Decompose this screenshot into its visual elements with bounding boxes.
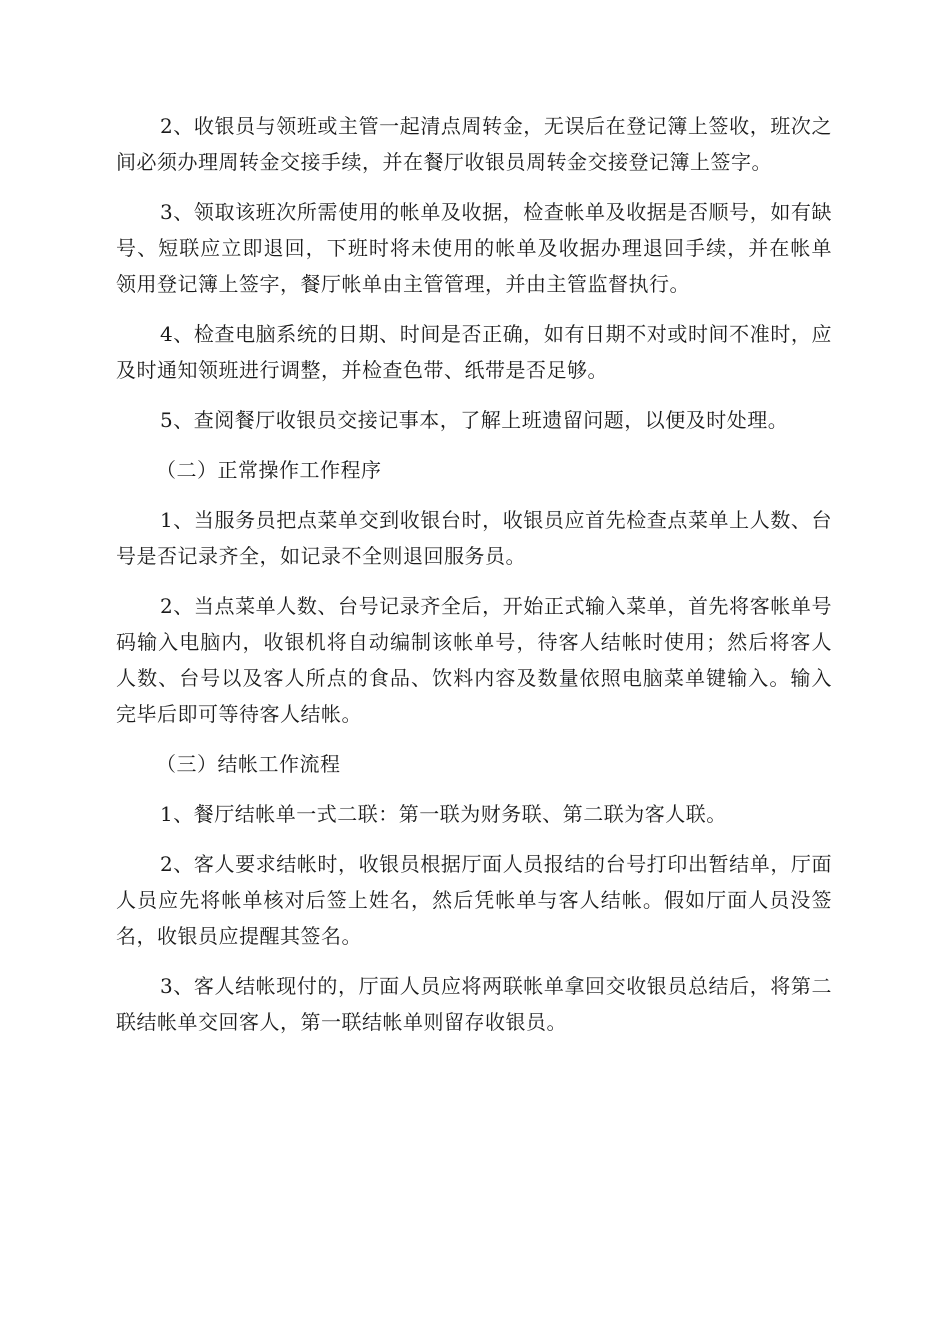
section-heading-normal-operation: （二）正常操作工作程序 xyxy=(156,458,382,482)
paragraph-1-order-check: 1、当服务员把点菜单交到收银台时，收银员应首先检查点菜单上人数、台号是否记录齐全，如记录不全则退回服务员。 xyxy=(116,508,832,568)
paragraph-3-bills-receipts: 3、领取该班次所需使用的帐单及收据，检查帐单及收据是否顺号，如有缺号、短联应立即退回，下班时将未使用的帐单及收据办理退回手续，并在帐单领用登记簿上签字，餐厅帐单由主管管理，并由主管监督执行。 xyxy=(116,200,832,296)
paragraph-5-handover-notes: 5、查阅餐厅收银员交接记事本，了解上班遗留问题，以便及时处理。 xyxy=(160,408,789,432)
paragraph-1-bill-copies: 1、餐厅结帐单一式二联：第一联为财务联、第二联为客人联。 xyxy=(160,802,727,826)
paragraph-2-interim-bill: 2、客人要求结帐时，收银员根据厅面人员报结的台号打印出暂结单，厅面人员应先将帐单核对后签上姓名，然后凭帐单与客人结帐。假如厅面人员没签名，收银员应提醒其签名。 xyxy=(116,852,832,948)
paragraph-2-cash-float: 2、收银员与领班或主管一起清点周转金，无误后在登记簿上签收，班次之间必须办理周转金交接手续，并在餐厅收银员周转金交接登记簿上签字。 xyxy=(116,114,832,174)
paragraph-4-computer-check: 4、检查电脑系统的日期、时间是否正确，如有日期不对或时间不准时，应及时通知领班进行调整，并检查色带、纸带是否足够。 xyxy=(116,322,832,382)
section-heading-checkout-flow: （三）结帐工作流程 xyxy=(156,752,341,776)
paragraph-3-cash-payment: 3、客人结帐现付的，厅面人员应将两联帐单拿回交收银员总结后，将第二联结帐单交回客人，第一联结帐单则留存收银员。 xyxy=(116,974,832,1034)
document-body xyxy=(116,108,832,1054)
paragraph-2-order-entry: 2、当点菜单人数、台号记录齐全后，开始正式输入菜单，首先将客帐单号码输入电脑内，收银机将自动编制该帐单号，待客人结帐时使用；然后将客人人数、台号以及客人所点的食品、饮料内容及数量依照电脑菜单键输入。输入完毕后即可等待客人结帐。 xyxy=(116,594,832,726)
